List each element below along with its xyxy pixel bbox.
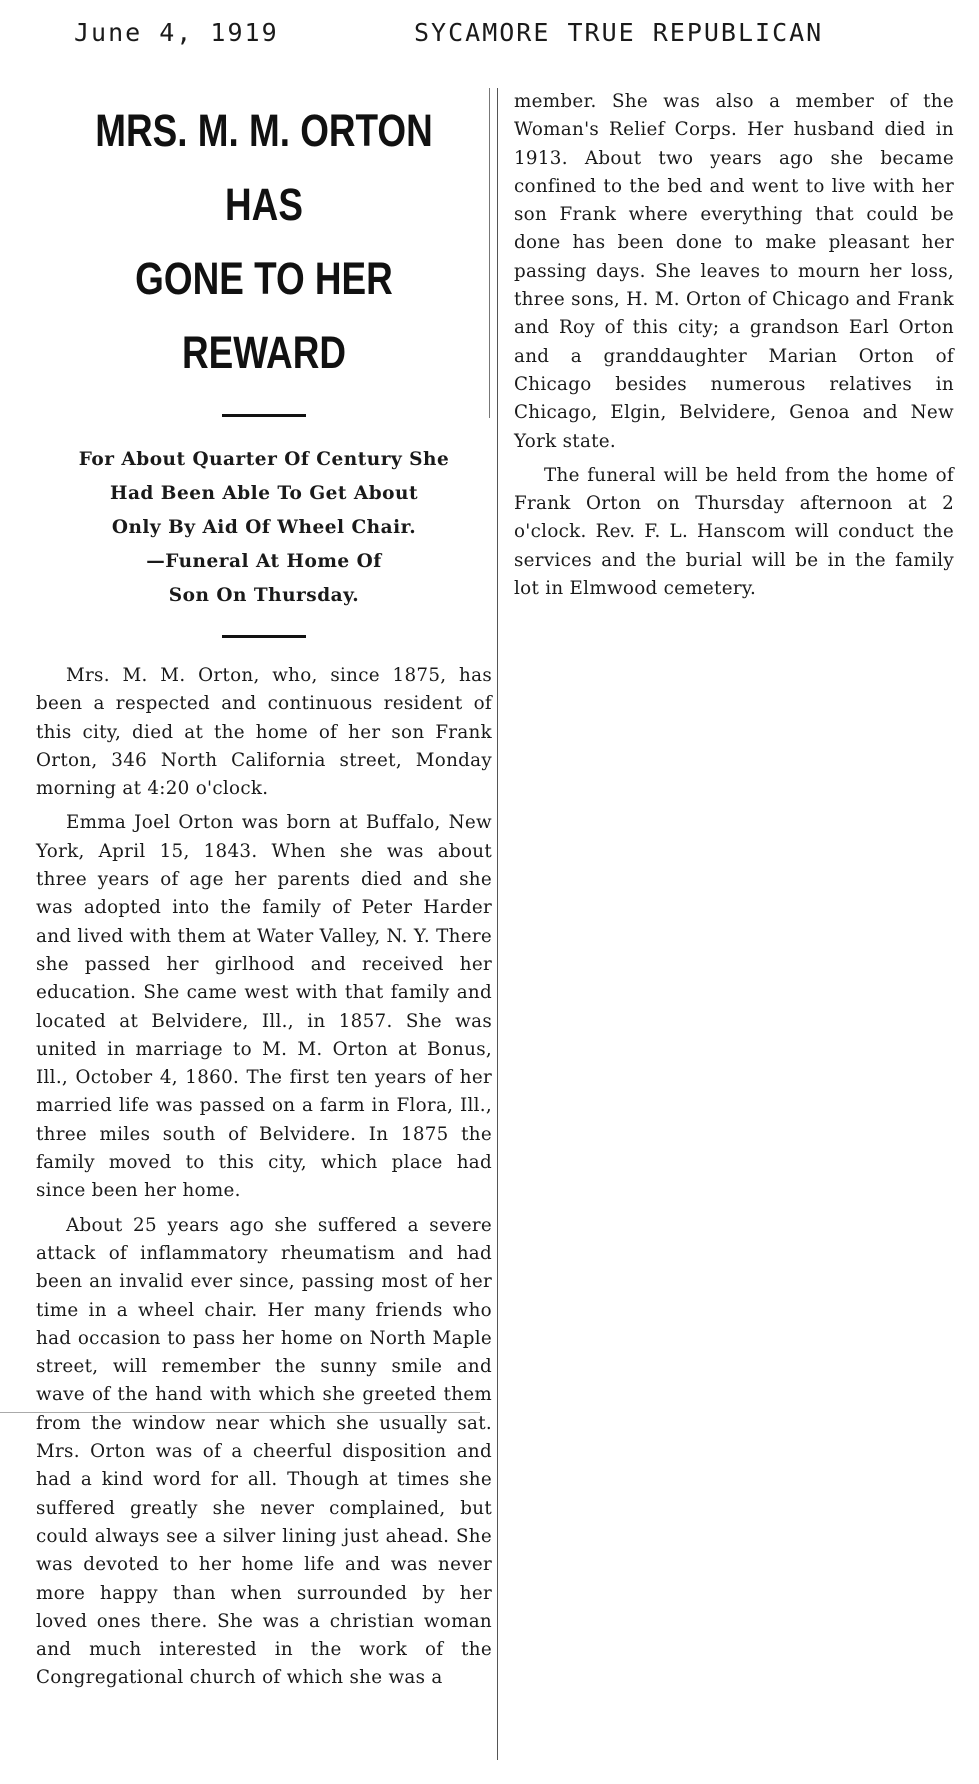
newspaper-name: SYCAMORE TRUE REPUBLICAN [414, 18, 824, 47]
left-column [36, 88, 492, 1699]
headline-line-2: GONE TO HER REWARD [135, 253, 393, 378]
paragraph-3: About 25 years ago she suffered a severe attack of inflammatory rheumatism and had been an invalid ever since, passing most of her time in a wheel chair. Her many friends who had occasion to pass her home on North Maple street, will remember the sunny smile and wave of the hand with which she greeted them from the window near which she usually sat. Mrs. Orton was of a cheerful disposition and had a kind word for all. Though at times she suffered greatly she never complained, but could always see a silver lining just ahead. She was devoted to her home life and was never more happy than when surrounded by her loved ones there. She was a christian woman and much interested in the work of the Congregational church of which she was a [36, 1214, 492, 1689]
headline-rule [222, 414, 306, 417]
dateline [0, 14, 979, 54]
deck-line-3: Only By Aid Of Wheel Chair. [111, 517, 417, 538]
column-divider [497, 88, 498, 1760]
article-body-right [514, 88, 954, 603]
paragraph-3-continued: member. She was also a member of the Woman's Relief Corps. Her husband died in 1913. About two years ago she became confined to the bed and went to live with her son Frank where everything that could be done has been done to make pleasant her passing days. She leaves to mourn her loss, three sons, H. M. Orton of Chicago and Frank and Roy of this city; a grandson Earl Orton and a granddaughter Marian Orton of Chicago besides numerous relatives in Chicago, Elgin, Belvidere, Genoa and New York state. [514, 91, 954, 452]
publication-date: June 4, 1919 [74, 18, 279, 47]
subheadline-deck [42, 443, 486, 613]
headline [77, 94, 451, 390]
paragraph-4: The funeral will be held from the home of Frank Orton on Thursday afternoon at 2 o'clock. Rev. F. L. Hanscom will conduct the services and the burial will be in the family lot in Elmwood cemetery. [514, 464, 954, 600]
paragraph-2: Emma Joel Orton was born at Buffalo, New York, April 15, 1843. When she was about three years of age her parents died and she was adopted into the family of Peter Harder and lived with them at Water Valley, N. Y. There she passed her girlhood and received her education. She came west with that family and located at Belvidere, Ill., in 1857. She was united in marriage to M. M. Orton at Bonus, Ill., October 4, 1860. The first ten years of her married life was passed on a farm in Flora, Ill., three miles south of Belvidere. In 1875 the family moved to this city, which place had since been her home. [36, 812, 492, 1202]
headline-line-1: MRS. M. M. ORTON HAS [95, 105, 433, 230]
article-body-left [36, 662, 492, 1693]
deck-rule [222, 635, 306, 638]
deck-line-4: —Funeral At Home Of [146, 551, 382, 572]
deck-line-2: Had Been Able To Get About [109, 483, 419, 504]
deck-line-1: For About Quarter Of Century She [78, 449, 450, 470]
deck-line-5: Son On Thursday. [168, 585, 360, 606]
right-column [514, 88, 954, 609]
paragraph-1: Mrs. M. M. Orton, who, since 1875, has been a respected and continuous resident of this city, died at the home of her son Frank Orton, 346 North California street, Monday morning at 4:20 o'clock. [36, 665, 492, 800]
